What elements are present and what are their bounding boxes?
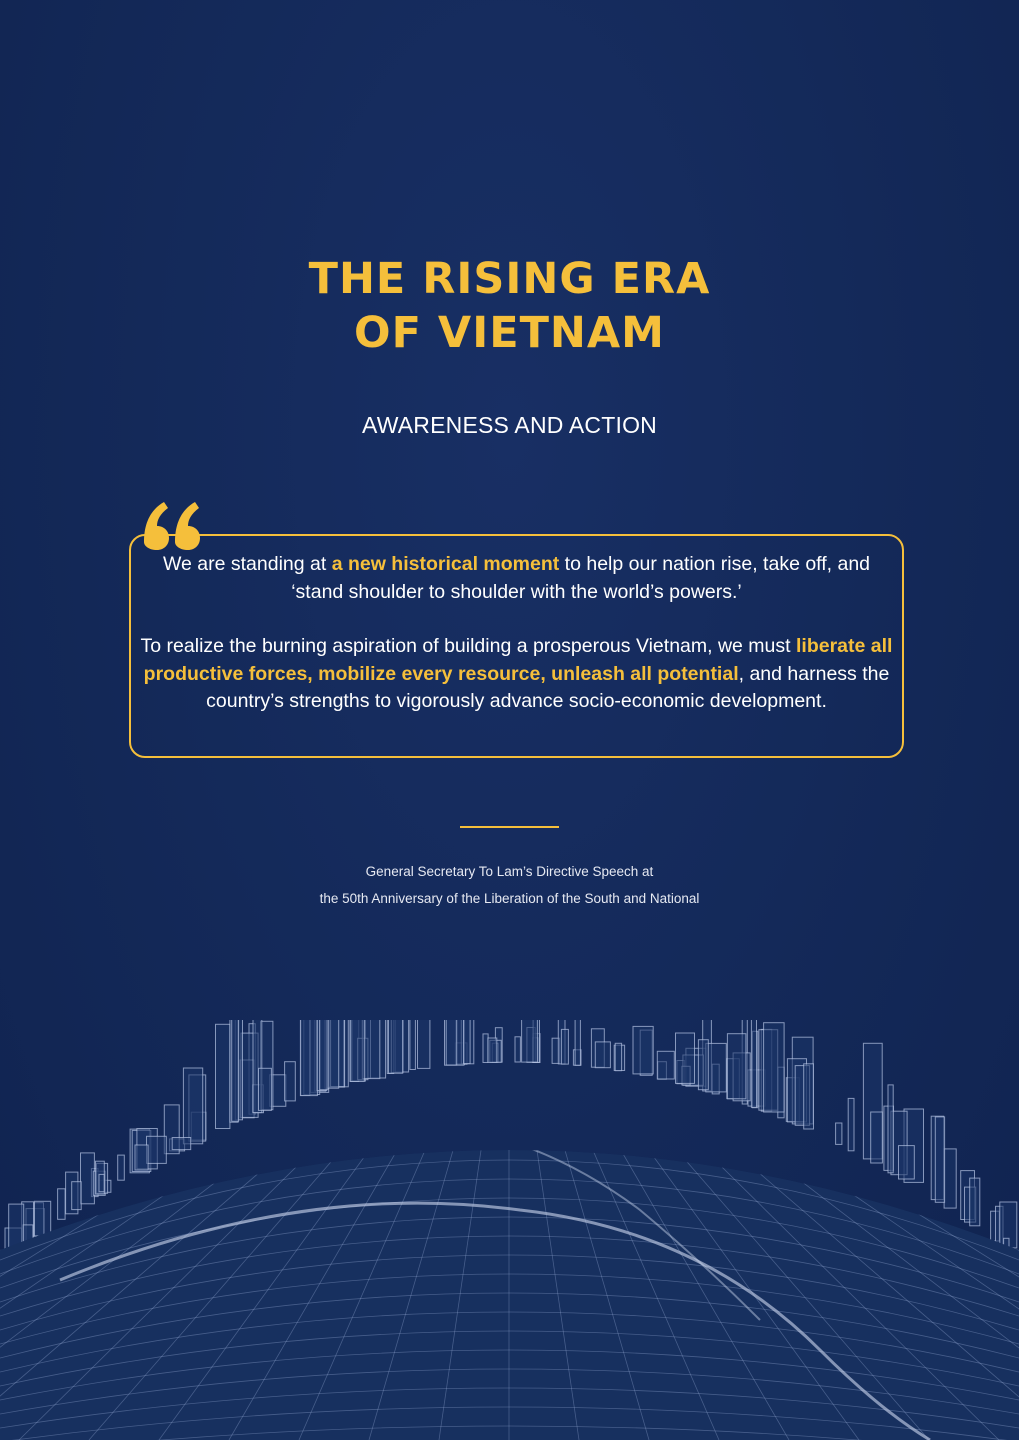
building-outline (350, 1020, 364, 1081)
building-outline (135, 1145, 148, 1170)
building-outline (698, 1040, 708, 1090)
building-outline (147, 1136, 167, 1163)
quote-p2-highlight: liberate all productive forces, mobilize every resource, unleash all potential (143, 635, 893, 685)
building-outline (389, 1020, 403, 1073)
building-outline (848, 1098, 854, 1150)
quote-paragraph-1 (140, 551, 893, 606)
building-outline (888, 1085, 893, 1173)
building-outline (615, 1043, 621, 1070)
building-outline (751, 1020, 756, 1107)
building-outline (727, 1034, 746, 1099)
subtitle: AWARENESS AND ACTION (362, 412, 657, 438)
quote-p2-text: To realize the burning aspiration of building a prosperous Vietnam, we must (140, 635, 796, 657)
building-outline (285, 1062, 296, 1101)
building-outline (575, 1020, 580, 1065)
building-outline (595, 1042, 610, 1068)
building-outline (871, 1112, 883, 1163)
building-outline (232, 1020, 239, 1121)
building-outline (183, 1068, 202, 1144)
building-outline (34, 1201, 50, 1236)
source-line-1: General Secretary To Lam’s Directive Speech at (365, 864, 654, 879)
building-outline (259, 1068, 272, 1110)
building-outline (320, 1020, 328, 1090)
building-outline (362, 1020, 380, 1079)
building-outline (899, 1146, 915, 1179)
building-outline (706, 1043, 727, 1092)
building-outline (488, 1038, 497, 1062)
building-outline (410, 1020, 416, 1070)
title-line-2: OF VIETNAM (354, 308, 665, 358)
building-outline (633, 1026, 653, 1074)
building-outline (561, 1029, 568, 1064)
building-outline (483, 1034, 488, 1063)
quote-p1-highlight: a new historical moment (331, 553, 560, 575)
building-outline (81, 1153, 95, 1204)
quote-text (140, 551, 893, 716)
building-outline (464, 1020, 471, 1064)
quote-open-icon (140, 488, 206, 558)
building-outline (99, 1174, 104, 1191)
building-outline (836, 1123, 842, 1144)
source-line-2: the 50th Anniversary of the Liberation of the South and National (319, 891, 700, 906)
city-globe-wireframe-icon (0, 1020, 1019, 1440)
building-outline (58, 1189, 66, 1220)
building-outline (970, 1178, 980, 1226)
building-outline (72, 1182, 82, 1210)
building-outline (522, 1020, 538, 1062)
title-line-1: THE RISING ERA (308, 254, 711, 304)
quote-p1-text-end: to help our nation rise, take off, and ‘stand shoulder to shoulder with the world’s powers.’ (291, 553, 871, 603)
building-outline (515, 1037, 520, 1062)
building-outline (944, 1149, 956, 1208)
source-citation (0, 858, 1019, 912)
building-outline (657, 1051, 674, 1079)
building-outline (118, 1155, 125, 1180)
building-outline (300, 1020, 317, 1096)
quote-paragraph-2 (140, 633, 893, 716)
building-outline (676, 1033, 695, 1083)
quote-p1-text: We are standing at (162, 553, 332, 575)
building-outline (804, 1064, 814, 1129)
building-outline (172, 1138, 191, 1150)
building-outline (216, 1024, 230, 1128)
page-title (0, 252, 1019, 360)
building-outline (935, 1117, 944, 1202)
quote-p2-text-end: , and harness the country’s strengths to vigorously advance socio-economic development. (206, 662, 890, 712)
building-outline (418, 1020, 430, 1068)
building-outline (764, 1023, 785, 1112)
divider (460, 826, 559, 828)
building-outline (446, 1020, 457, 1065)
